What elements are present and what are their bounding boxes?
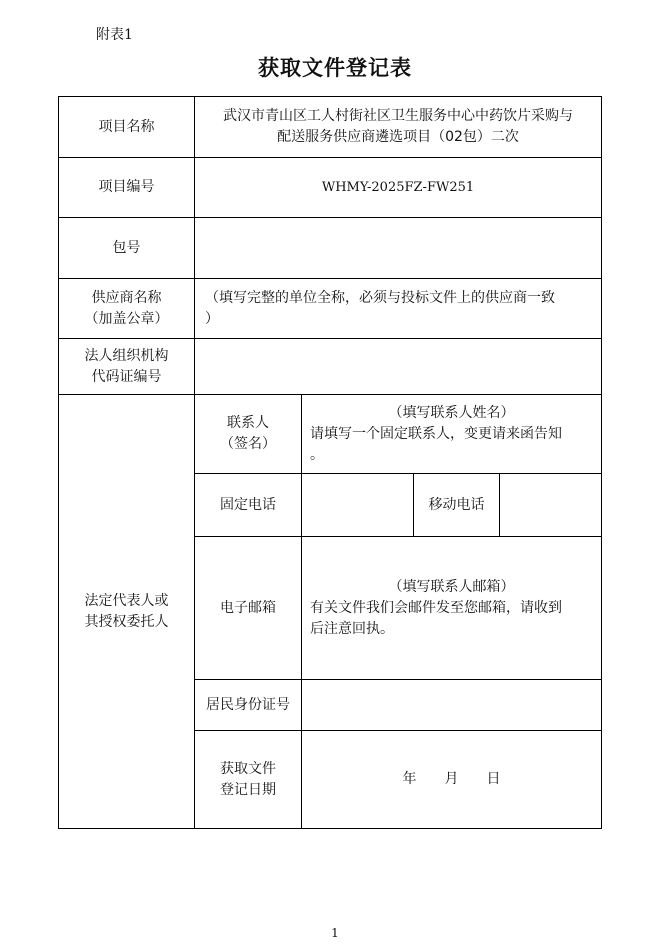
page-number: 1 [331,926,339,940]
representative-label: 法定代表人或 其授权委托人 [84,592,169,630]
registration-date-label: 获取文件 登记日期 [220,760,276,798]
table-border-bottom [58,828,602,829]
attachment-label: 附表1 [96,27,133,43]
project-name-value: 武汉市青山区工人村街社区卫生服务中心中药饮片采购与 配送服务供应商遴选项目（02包）二次 [223,108,573,145]
package-label: 包号 [112,239,141,256]
org-code-field[interactable] [195,339,601,394]
contact-hint-body: 请填写一个固定联系人，变更请来函告知 。 [310,425,562,463]
org-code-label: 法人组织机构 代码证编号 [84,347,169,385]
table-border-right [601,96,602,829]
supplier-label: 供应商名称 （加盖公章） [84,289,169,327]
id-number-label: 居民身份证号 [206,696,290,713]
supplier-field[interactable]: （填写完整的单位全称，必须与投标文件上的供应商一致 ） [205,289,555,327]
page-title: 获取文件登记表 [258,55,412,80]
contact-label: 联系人 （签名） [220,415,276,452]
contact-hint-title: （填写联系人姓名） [388,404,515,421]
email-label: 电子邮箱 [220,599,276,616]
landline-label: 固定电话 [220,496,276,513]
mobile-field[interactable] [500,474,601,536]
landline-field[interactable] [302,474,413,536]
email-field[interactable] [302,537,601,679]
id-number-field[interactable] [302,680,601,730]
project-number-label: 项目编号 [98,179,155,195]
project-name-label: 项目名称 [98,118,155,135]
email-hint-body: 有关文件我们会邮件发至您邮箱，请收到 后注意回执。 [310,599,562,637]
project-number-value: WHMY-2025FZ-FW251 [321,180,475,195]
mobile-label: 移动电话 [428,496,485,513]
email-hint-title: （填写联系人邮箱） [388,578,515,595]
contact-field[interactable] [302,395,601,473]
package-field[interactable] [195,218,601,278]
registration-date-field[interactable]: 年 月 日 [402,771,501,787]
